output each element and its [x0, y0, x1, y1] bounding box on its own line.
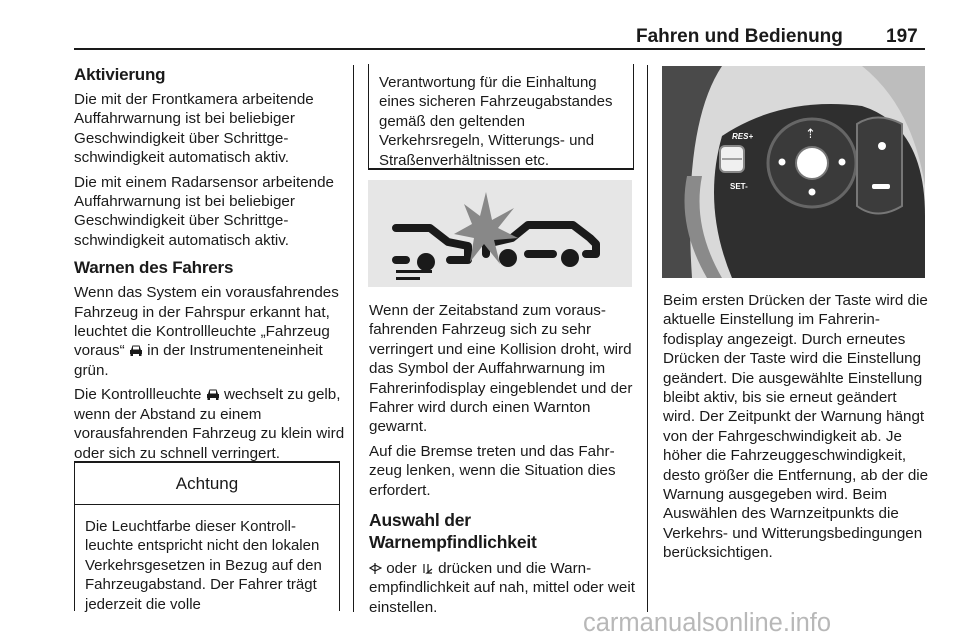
end-call-button-mark [872, 184, 890, 189]
wheel-rim-left [662, 66, 722, 278]
paragraph-radar: Die mit einem Radarsensor arbeitende Auffahrwarnung ist bei beliebiger Geschwindigkeit über Schrittgeschwindigkeit automatisch aktiv. [74, 173, 335, 249]
header-title: Fahren und Bedienung [636, 26, 843, 47]
column-1 [74, 64, 346, 468]
right-button-mark [839, 159, 846, 166]
text-segment: Wenn das System ein vorausfahrendes Fahrzeug in der Fahrspur erkannt hat, leuchtet die Kontrollleuchte „Fahrzeug voraus“ [74, 284, 339, 360]
watermark: carmanualsonline.info [583, 609, 832, 637]
vehicle-ahead-icon [129, 344, 143, 356]
notice-title: Achtung [75, 463, 339, 505]
text-segment: oder [386, 560, 417, 578]
left-button-mark [779, 159, 786, 166]
sensitivity-button-icon [369, 562, 382, 575]
paragraph-brake: Auf die Bremse treten und das Fahrzeug lenken, wenn die Situation dies erfordert. [369, 442, 616, 499]
notice-box [74, 461, 340, 611]
speed-line [396, 270, 432, 273]
text-segment: drücken und die Warnempfindlichkeit auf nah, mittel oder weit einstellen. [369, 560, 635, 616]
center-button [796, 147, 828, 179]
collision-warning-illustration [368, 180, 632, 287]
set-label: SET- [730, 182, 748, 191]
paragraph-collision: Wenn der Zeitabstand zum vorausfahrenden Fahrzeug sich zu sehr verringert und eine Kollision droht, wird das Symbol der Auffahrwarnung im Fahrerinfodisplay eingeblendet und der Fahrer wird durch einen Warnton gewarnt. [369, 302, 633, 436]
paragraph-warning-lamp [74, 283, 346, 380]
speed-line [396, 277, 420, 280]
gap-button-glyph: ⇡ [805, 126, 816, 141]
text-segment: wechselt zu gelb, wenn der Abstand zu einem vorausfahrenden Fahrzeug zu klein wird oder sich zu schnell verringert. [74, 386, 345, 462]
column-divider-2 [647, 65, 648, 612]
rear-car-wheel [417, 253, 435, 271]
collision-warning-icon [368, 180, 632, 287]
bottom-button-mark [809, 189, 816, 196]
front-car-outline [486, 225, 596, 254]
header-rule [74, 48, 925, 50]
text-segment: Die Kontrollleuchte [74, 386, 202, 404]
heading-warnen: Warnen des Fahrers [74, 258, 234, 278]
voice-button-mark [878, 142, 886, 150]
phone-button-pod [857, 118, 902, 214]
paragraph-camera: Die mit der Frontkamera arbeitende Auffahrwarnung ist bei beliebiger Geschwindigkeit über Schrittgeschwindigkeit automatisch aktiv. [74, 91, 314, 167]
gap-setting-icon [421, 562, 434, 575]
column-2 [369, 301, 639, 622]
front-car-wheel [499, 249, 517, 267]
paragraph-button-press: Beim ersten Drücken der Taste wird die aktuelle Einstellung im Fahrerinfodisplay angezeigt. Durch erneutes Drücken der Taste wird die Einstellung geändert. Die ausgewählte Einstellung bleibt aktiv, bis sie erneut geändert wird. Der Zeitpunkt der Warnung hängt von der Fahrgeschwindigkeit ab. Je höher die Fahrzeuggeschwindigkeit, desto größer die Entfernung, ab der die Warnung ausgegeben wird. Beim Auswählen des Warnzeitpunkts die Verkehrs- und Witterungsbedingungen berücksichtigen. [663, 292, 929, 562]
text-segment: in der Instrumenteneinheit grün. [74, 342, 323, 379]
column-3 [663, 291, 931, 568]
notice-body: Die Leuchtfarbe dieser Kontrollleuchte entspricht nicht den lokalen Verkehrsgesetzen in Bezug auf den Fahrzeugabstand. Der Fahrer trägt jederzeit die volle [85, 518, 322, 613]
notice-box-continued [368, 64, 634, 170]
page-number: 197 [886, 26, 918, 47]
steering-wheel-photo [662, 66, 925, 278]
res-label: RES+ [732, 132, 754, 141]
heading-auswahl: Auswahl der Warnempfindlichkeit [369, 510, 537, 553]
column-divider-1 [353, 65, 354, 612]
notice-body-continued: Verantwortung für die Einhaltung eines sicheren Fahrzeugabstandes gemäß den geltenden Verkehrsregeln, Witterungs- und Straßenverhältnissen etc. [379, 74, 613, 169]
vehicle-ahead-icon [206, 388, 220, 400]
paragraph-lamp-change [74, 385, 346, 463]
steering-wheel-illustration [662, 66, 925, 278]
heading-aktivierung: Aktivierung [74, 65, 166, 84]
front-car-wheel [561, 249, 579, 267]
